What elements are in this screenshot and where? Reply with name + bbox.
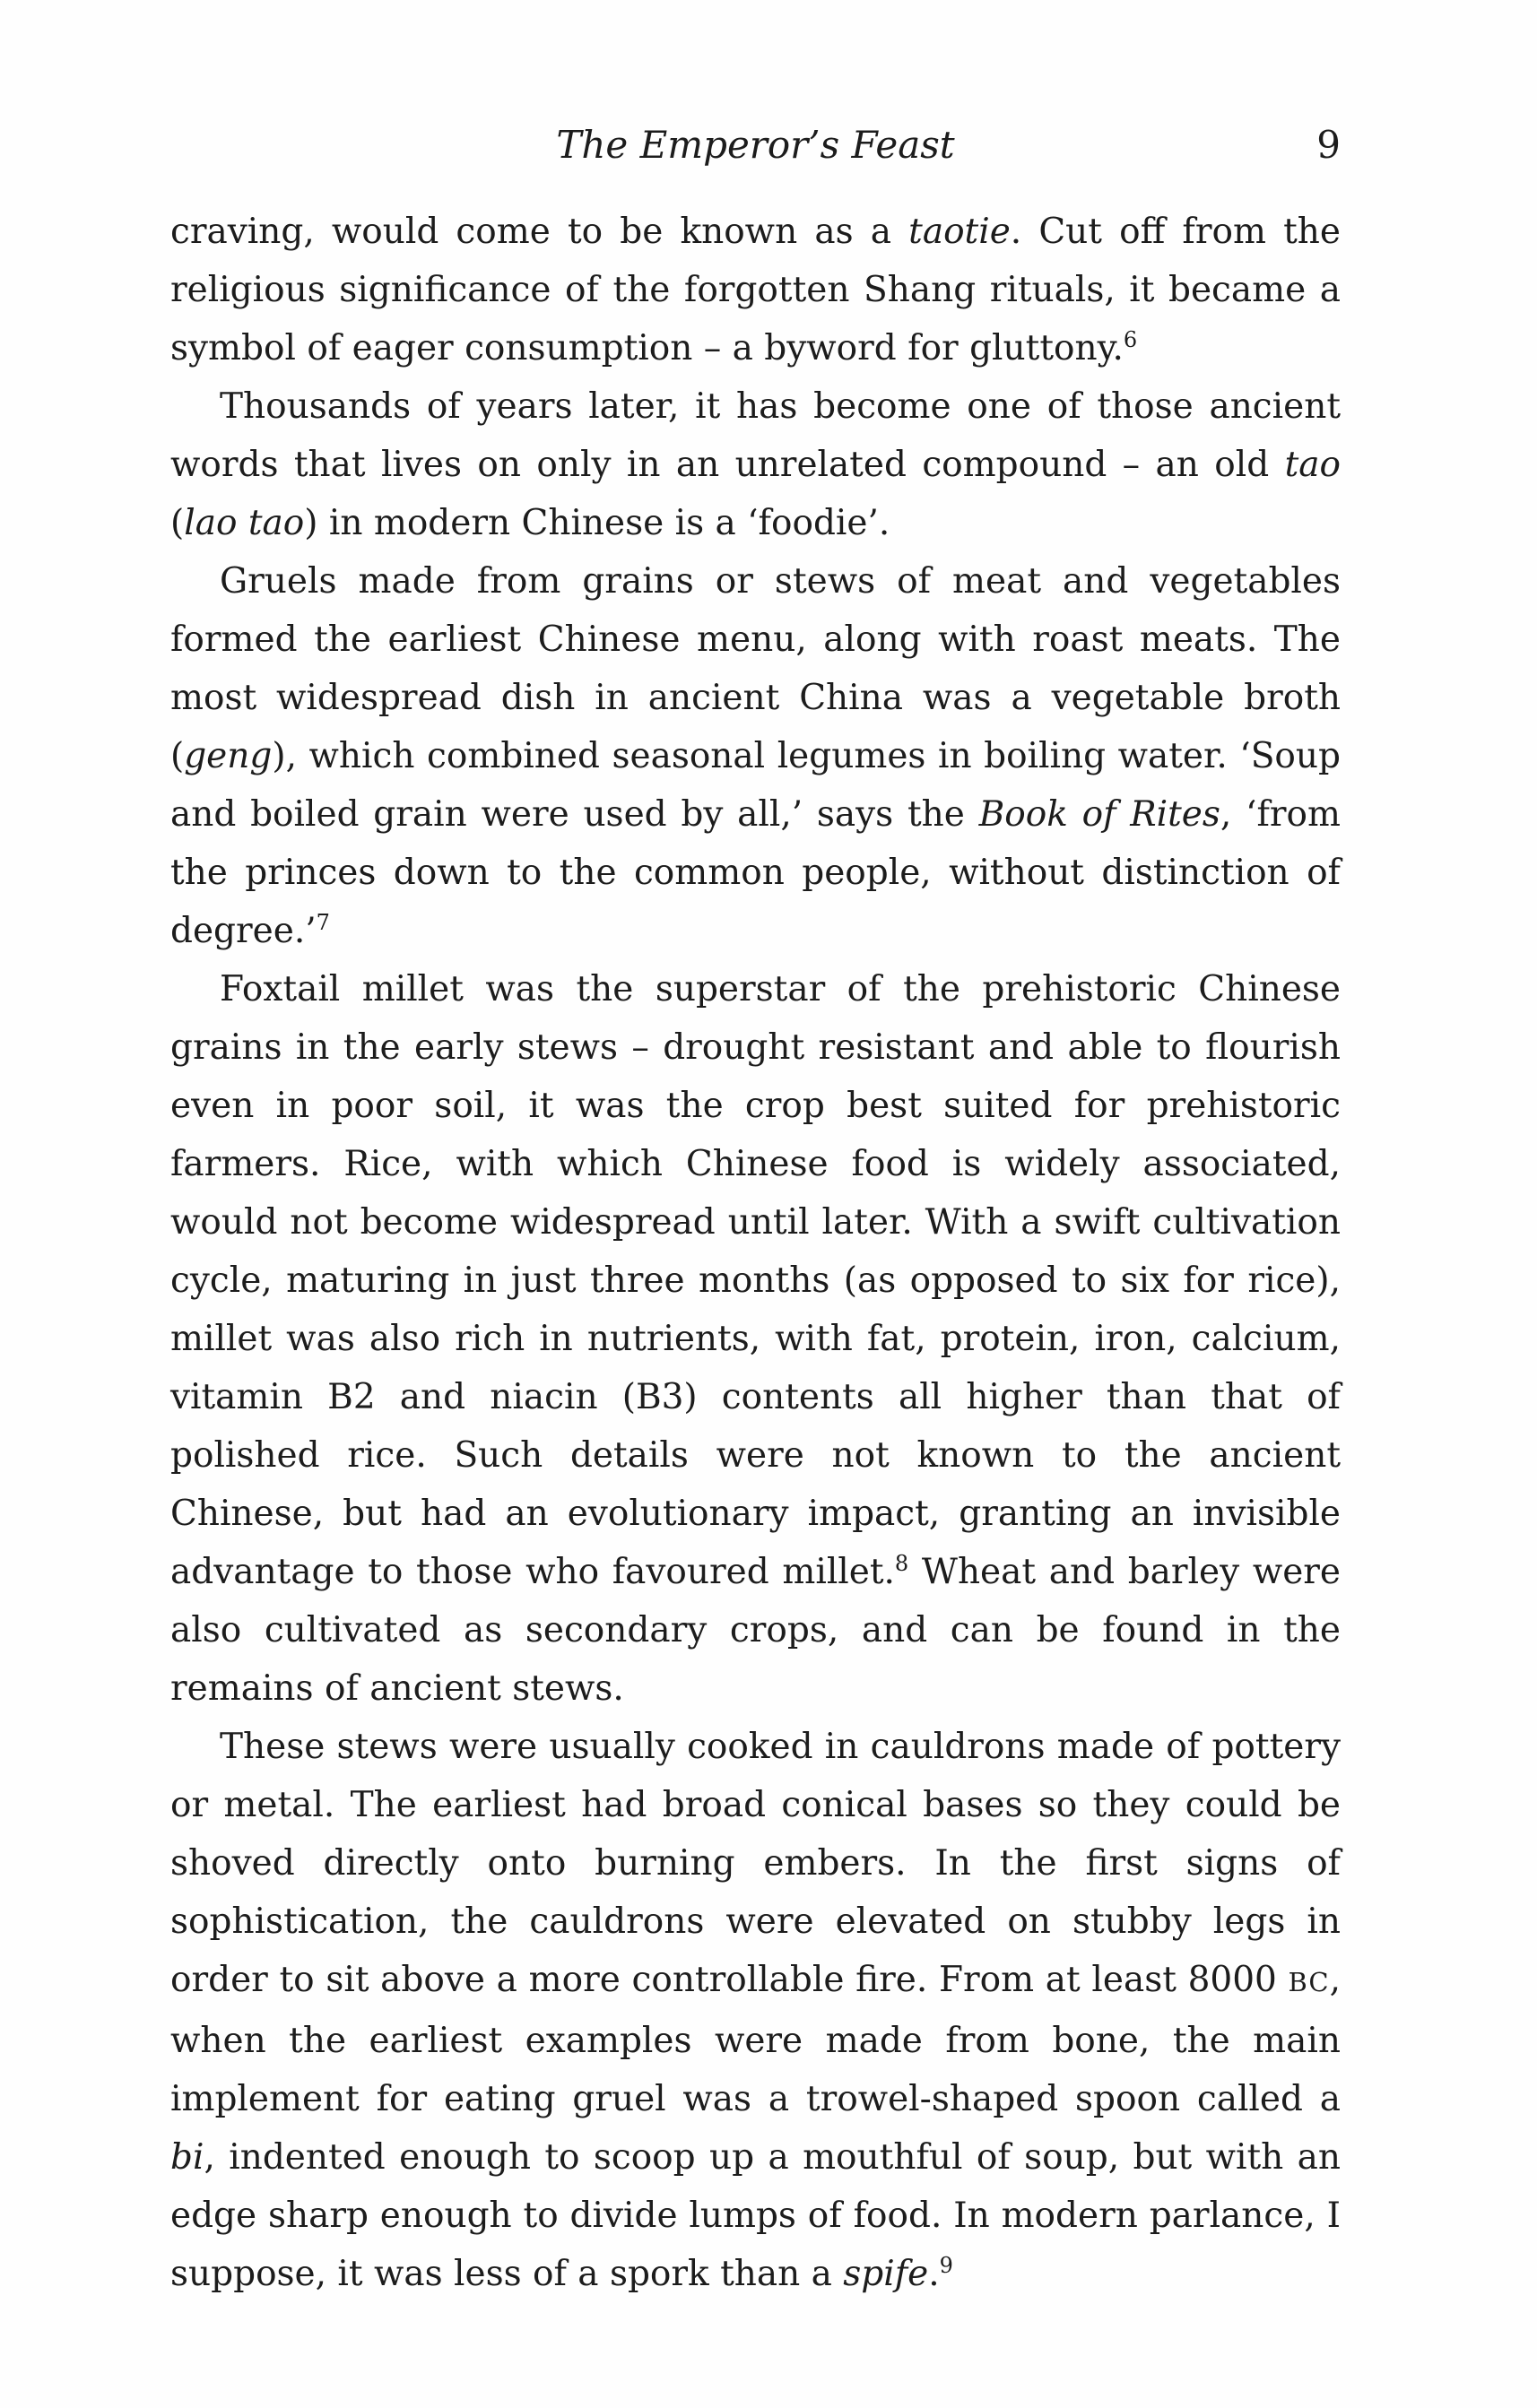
text-run: , ‘from the princes down to the common people, without distinction of degree.’	[170, 794, 1341, 951]
footnote-ref: 9	[939, 2253, 953, 2278]
text-run: These stews were usually cooked in cauldrons made of pottery or metal. The earliest had broad conical bases so they could be shoved directly onto burning embers. In the first signs of sophistication, the cauldrons were elevated on stubby legs in order to sit above a more controllable fire. From at least 8000	[170, 1727, 1341, 2000]
paragraph-4	[170, 960, 1341, 1718]
text-run: Thousands of years later, it has become one of those ancient words that lives on only in an unrelated compound – an old	[170, 386, 1341, 485]
text-run: .	[928, 2254, 940, 2294]
text-run: ) in modern Chinese is a ‘foodie’.	[304, 503, 890, 543]
era-abbreviation: BC	[1288, 1967, 1330, 1997]
footnote-ref: 6	[1123, 327, 1138, 352]
text-run: ), which combined seasonal legumes in boiling water. ‘Soup and boiled grain were used by all,’ says the	[170, 736, 1341, 835]
text-run: (	[170, 503, 185, 543]
text-run: Gruels made from grains or stews of meat and vegetables formed the earliest Chinese menu, along with roast meats. The most widespread dish in ancient China was a vegetable broth (	[170, 561, 1341, 776]
text-run: . Cut off from the religious significance of the forgotten Shang rituals, it became a symbol of eager consumption – a byword for gluttony.	[170, 212, 1341, 368]
page-number: 9	[1316, 123, 1341, 167]
text-run: Foxtail millet was the superstar of the prehistoric Chinese grains in the early stews – drought resistant and able to flourish even in poor soil, it was the crop best suited for prehistoric farmers. Rice, with which Chinese food is widely associated, would not become widespread until later. With a swift cultivation cycle, maturing in just three months (as opposed to six for rice), millet was also rich in nutrients, with fat, protein, iron, calcium, vitamin B2 and niacin (B3) contents all higher than that of polished rice. Such details were not known to the ancient Chinese, but had an evolutionary impact, granting an invisible advantage to those who favoured millet.	[170, 969, 1341, 1592]
footnote-ref: 7	[316, 910, 330, 935]
paragraph-3	[170, 552, 1341, 960]
italic-term: spife	[843, 2254, 929, 2294]
running-title: The Emperor’s Feast	[556, 123, 955, 167]
italic-term: taotie	[908, 212, 1011, 252]
italic-term: lao tao	[184, 503, 305, 543]
text-run: , when the earliest examples were made from bone, the main implement for eating gruel was a trowel-shaped spoon called a	[170, 1960, 1341, 2119]
italic-term: bi	[170, 2137, 204, 2178]
text-run: , indented enough to scoop up a mouthful of soup, but with an edge sharp enough to divide lumps of food. In modern parlance, I suppose, it was less of a spork than a	[170, 2137, 1341, 2294]
italic-term: Book of Rites	[978, 794, 1220, 835]
paragraph-1	[170, 203, 1341, 377]
text-run: craving, would come to be known as a	[170, 212, 909, 252]
body-text	[170, 203, 1341, 2303]
italic-term: tao	[1284, 445, 1341, 485]
footnote-ref: 8	[894, 1551, 909, 1576]
italic-term: geng	[184, 736, 273, 776]
running-head	[170, 118, 1341, 172]
paragraph-2	[170, 377, 1341, 552]
paragraph-5	[170, 1718, 1341, 2303]
text-run: Wheat and barley were also cultivated as secondary crops, and can be found in the remains of ancient stews.	[170, 1552, 1341, 1709]
